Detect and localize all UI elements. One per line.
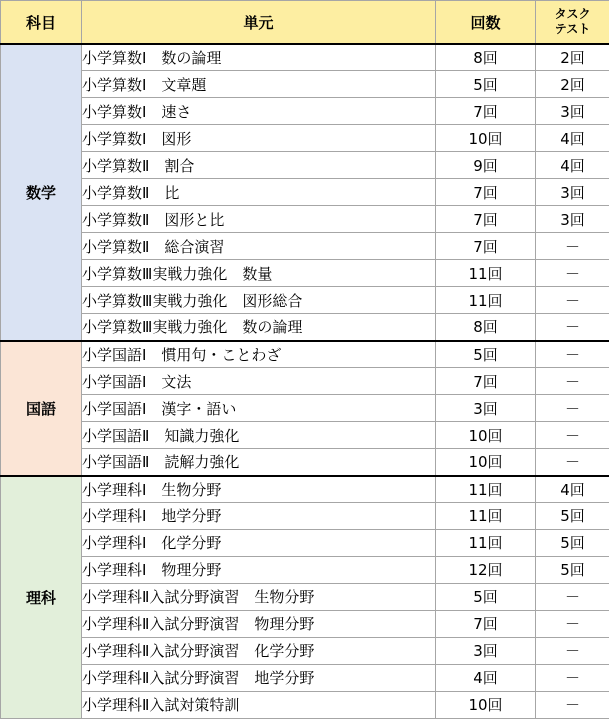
subject-cell: 数学 bbox=[1, 44, 82, 341]
unit-cell: 小学理科Ⅱ入試分野演習 物理分野 bbox=[82, 610, 436, 637]
table-row bbox=[1, 314, 609, 341]
unit-cell: 小学理科Ⅰ 化学分野 bbox=[82, 529, 436, 556]
count-cell: 7回 bbox=[436, 206, 536, 233]
table-row bbox=[1, 98, 609, 125]
unit-cell: 小学理科Ⅱ入試対策特訓 bbox=[82, 691, 436, 718]
task-test-cell: － bbox=[536, 341, 609, 368]
unit-cell: 小学国語Ⅰ 慣用句・ことわざ bbox=[82, 341, 436, 368]
unit-cell: 小学算数Ⅰ 文章題 bbox=[82, 71, 436, 98]
table-row bbox=[1, 395, 609, 422]
count-cell: 7回 bbox=[436, 98, 536, 125]
task-test-cell: 2回 bbox=[536, 71, 609, 98]
count-cell: 10回 bbox=[436, 125, 536, 152]
table-row bbox=[1, 341, 609, 368]
count-cell: 8回 bbox=[436, 44, 536, 71]
table-body bbox=[1, 44, 609, 719]
count-cell: 5回 bbox=[436, 71, 536, 98]
unit-cell: 小学国語Ⅱ 知識力強化 bbox=[82, 422, 436, 449]
task-test-cell: 3回 bbox=[536, 98, 609, 125]
table-row bbox=[1, 691, 609, 718]
task-test-cell: － bbox=[536, 583, 609, 610]
unit-cell: 小学国語Ⅱ 読解力強化 bbox=[82, 449, 436, 476]
count-cell: 11回 bbox=[436, 529, 536, 556]
task-test-cell: － bbox=[536, 368, 609, 395]
header-task-test bbox=[536, 1, 609, 45]
unit-cell: 小学算数Ⅱ 総合演習 bbox=[82, 233, 436, 260]
unit-cell: 小学国語Ⅰ 漢字・語い bbox=[82, 395, 436, 422]
count-cell: 8回 bbox=[436, 314, 536, 341]
table-row bbox=[1, 583, 609, 610]
unit-cell: 小学理科Ⅱ入試分野演習 生物分野 bbox=[82, 583, 436, 610]
table-row bbox=[1, 502, 609, 529]
table-row bbox=[1, 664, 609, 691]
task-test-cell: 4回 bbox=[536, 152, 609, 179]
count-cell: 5回 bbox=[436, 583, 536, 610]
unit-cell: 小学算数Ⅰ 速さ bbox=[82, 98, 436, 125]
unit-cell: 小学算数Ⅲ実戦力強化 数の論理 bbox=[82, 314, 436, 341]
table-row bbox=[1, 556, 609, 583]
table-row bbox=[1, 71, 609, 98]
unit-cell: 小学国語Ⅰ 文法 bbox=[82, 368, 436, 395]
table-row bbox=[1, 287, 609, 314]
task-test-cell: 2回 bbox=[536, 44, 609, 71]
count-cell: 10回 bbox=[436, 422, 536, 449]
unit-cell: 小学算数Ⅱ 割合 bbox=[82, 152, 436, 179]
table-row bbox=[1, 476, 609, 503]
unit-cell: 小学理科Ⅱ入試分野演習 地学分野 bbox=[82, 664, 436, 691]
count-cell: 7回 bbox=[436, 368, 536, 395]
task-test-cell: 3回 bbox=[536, 206, 609, 233]
task-test-cell: 5回 bbox=[536, 556, 609, 583]
task-test-cell: － bbox=[536, 287, 609, 314]
table-row bbox=[1, 368, 609, 395]
header-unit: 単元 bbox=[82, 1, 436, 45]
task-test-cell: 5回 bbox=[536, 529, 609, 556]
unit-cell: 小学理科Ⅱ入試分野演習 化学分野 bbox=[82, 637, 436, 664]
table-row bbox=[1, 529, 609, 556]
table-row bbox=[1, 422, 609, 449]
unit-cell: 小学算数Ⅱ 比 bbox=[82, 179, 436, 206]
count-cell: 10回 bbox=[436, 691, 536, 718]
header-count: 回数 bbox=[436, 1, 536, 45]
table-row bbox=[1, 637, 609, 664]
count-cell: 7回 bbox=[436, 233, 536, 260]
table-row bbox=[1, 179, 609, 206]
subject-cell: 理科 bbox=[1, 476, 82, 719]
task-test-cell: 5回 bbox=[536, 502, 609, 529]
header-task-line2: テスト bbox=[554, 22, 591, 36]
count-cell: 11回 bbox=[436, 260, 536, 287]
table-row bbox=[1, 44, 609, 71]
count-cell: 4回 bbox=[436, 664, 536, 691]
table-row bbox=[1, 206, 609, 233]
table-row bbox=[1, 260, 609, 287]
count-cell: 9回 bbox=[436, 152, 536, 179]
task-test-cell: － bbox=[536, 449, 609, 476]
count-cell: 11回 bbox=[436, 476, 536, 503]
table-row bbox=[1, 125, 609, 152]
count-cell: 3回 bbox=[436, 395, 536, 422]
task-test-cell: － bbox=[536, 691, 609, 718]
task-test-cell: 3回 bbox=[536, 179, 609, 206]
unit-cell: 小学算数Ⅰ 図形 bbox=[82, 125, 436, 152]
task-test-cell: － bbox=[536, 233, 609, 260]
header-task-line1: タスク bbox=[554, 7, 591, 21]
count-cell: 10回 bbox=[436, 449, 536, 476]
unit-cell: 小学理科Ⅰ 生物分野 bbox=[82, 476, 436, 503]
count-cell: 5回 bbox=[436, 341, 536, 368]
table-row bbox=[1, 152, 609, 179]
task-test-cell: － bbox=[536, 422, 609, 449]
header-row bbox=[1, 1, 609, 45]
unit-cell: 小学理科Ⅰ 物理分野 bbox=[82, 556, 436, 583]
unit-cell: 小学理科Ⅰ 地学分野 bbox=[82, 502, 436, 529]
task-test-cell: － bbox=[536, 395, 609, 422]
table-row bbox=[1, 610, 609, 637]
count-cell: 3回 bbox=[436, 637, 536, 664]
subject-cell: 国語 bbox=[1, 341, 82, 476]
task-test-cell: － bbox=[536, 314, 609, 341]
task-test-cell: － bbox=[536, 637, 609, 664]
unit-cell: 小学算数Ⅲ実戦力強化 数量 bbox=[82, 260, 436, 287]
unit-cell: 小学算数Ⅰ 数の論理 bbox=[82, 44, 436, 71]
unit-cell: 小学算数Ⅱ 図形と比 bbox=[82, 206, 436, 233]
header-subject: 科目 bbox=[1, 1, 82, 45]
table-row bbox=[1, 449, 609, 476]
task-test-cell: － bbox=[536, 260, 609, 287]
unit-cell: 小学算数Ⅲ実戦力強化 図形総合 bbox=[82, 287, 436, 314]
count-cell: 7回 bbox=[436, 610, 536, 637]
task-test-cell: 4回 bbox=[536, 476, 609, 503]
task-test-cell: 4回 bbox=[536, 125, 609, 152]
task-test-cell: － bbox=[536, 664, 609, 691]
table-row bbox=[1, 233, 609, 260]
count-cell: 11回 bbox=[436, 287, 536, 314]
count-cell: 7回 bbox=[436, 179, 536, 206]
count-cell: 12回 bbox=[436, 556, 536, 583]
task-test-cell: － bbox=[536, 610, 609, 637]
count-cell: 11回 bbox=[436, 502, 536, 529]
